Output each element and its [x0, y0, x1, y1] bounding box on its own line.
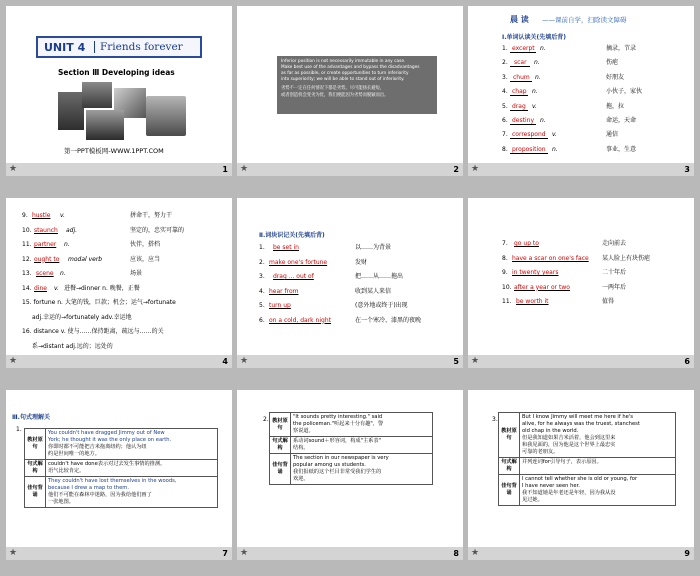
row-content [520, 413, 676, 458]
en-line: popular among us students. [293, 462, 366, 468]
en-line: alive, for he always was the truest, stanchest [522, 421, 640, 427]
slide-number: 1 [222, 165, 228, 174]
row-number: 7. [502, 240, 508, 247]
cn-line: 可靠的老朋友。 [522, 449, 559, 455]
row-header: 佳句背诵 [270, 454, 291, 485]
meaning: 把……从……拖出 [355, 273, 404, 280]
slide-footer-bar [237, 547, 463, 560]
answer-word: excerpt [512, 45, 535, 52]
part-of-speech: modal verb [68, 255, 103, 263]
slide-number: 3 [684, 165, 690, 174]
answer-word: partner [34, 241, 57, 248]
cn-line: 和我见面的，因为他是这个世界上最忠实 [522, 442, 616, 448]
row-header: 教材原句 [499, 413, 520, 458]
section-heading: Ⅰ.单词认读关(先填后背) [502, 34, 566, 41]
answer-word: scar [514, 59, 527, 67]
answer-word: hustle [32, 212, 51, 219]
table-row [25, 429, 218, 460]
slide-thumbnail-5[interactable] [237, 198, 463, 368]
star-icon[interactable]: ★ [9, 164, 18, 174]
row-content [291, 437, 433, 454]
slide-number: 4 [222, 357, 228, 366]
sentence-table [269, 412, 433, 485]
row-header: 句式解构 [270, 437, 291, 454]
part-of-speech: n. [64, 241, 70, 248]
answer-word: chum [513, 73, 530, 81]
slide-footer-bar [6, 163, 232, 176]
answer-phrase: drag ... out of [273, 273, 314, 280]
photo-4 [146, 96, 186, 136]
table-row [499, 413, 676, 458]
meaning: 事业，生意 [606, 145, 637, 153]
row-header: 佳句背诵 [25, 477, 46, 508]
sentence-table [498, 412, 676, 506]
slide-thumbnail-8[interactable] [237, 390, 463, 560]
row-content [291, 413, 433, 437]
quote-en-3: as far as possible, or create opportunities to turn inferiority [281, 71, 409, 76]
row-number: 6. [502, 116, 508, 124]
item-index: 3. [492, 416, 498, 423]
answer-word: drag [512, 102, 526, 110]
row-header: 教材原句 [270, 413, 291, 437]
slide-number: 7 [222, 549, 228, 558]
answer-word: chap [512, 88, 527, 96]
row-number: 5. [502, 102, 508, 110]
slide-thumbnail-7[interactable] [6, 390, 232, 560]
row-number: 2. [502, 59, 508, 67]
word-family-text: adj.幸运的→fortunately adv.幸运地 [32, 313, 132, 321]
slide-footer-bar [468, 355, 694, 368]
section-heading: Ⅲ.句式理解关 [12, 414, 50, 421]
answer-word: ought to [34, 255, 60, 263]
slide-thumbnail-4[interactable] [6, 198, 232, 368]
slide-thumbnail-1[interactable] [6, 6, 232, 176]
section-label: Section Ⅲ Developing ideas [58, 68, 175, 77]
meaning: 走向前去 [602, 240, 627, 247]
row-number: 11. [22, 241, 32, 248]
slide-number: 6 [684, 357, 690, 366]
row-number: 2. [259, 258, 265, 266]
slide-number: 8 [453, 549, 459, 558]
en-line: The section in our newspaper is very [293, 455, 389, 461]
cn-line: 但是我知道如果吉米活着，他会到这里来 [522, 435, 616, 441]
cn-line: 欢迎。 [293, 476, 309, 482]
quote-en-2: Make best use of the advantages and bypass the disadvantages [281, 65, 420, 70]
meaning: 场景 [130, 270, 143, 277]
word-family-text: 系→distant adj.远的；远处的 [32, 342, 113, 350]
cn-line: 察说道。 [293, 428, 314, 434]
en-line: "It sounds pretty interesting." said [293, 414, 383, 420]
answer-phrase: turn up [269, 302, 291, 309]
row-number: 8. [502, 145, 508, 153]
row-number: 3. [259, 273, 265, 280]
word-family-text: 16. distance v. 使与……保持距离，疏远与……的关 [22, 328, 164, 335]
meaning: 命运，天命 [606, 116, 637, 124]
cn-line: 我们报纸的这个栏目非常受我们学生的 [293, 469, 382, 475]
star-icon[interactable]: ★ [240, 356, 249, 366]
answer-word: proposition [512, 145, 546, 153]
quote-cn-1: 劣势不一定在任何情况下都是劣势。尽可能扬长避短， [281, 86, 385, 91]
meaning: (意外地或终于)出现 [355, 302, 408, 309]
en-line: You couldn't have dragged Jimmy out of New [48, 430, 165, 436]
cn-line: 并列连词for引导句子，表示原因。 [522, 459, 602, 465]
quote-en-4: into superiority; we will be able to stand out of inferiority. [281, 77, 405, 82]
slide-thumbnail-2[interactable] [237, 6, 463, 176]
row-content [291, 454, 433, 485]
photo-2 [82, 82, 112, 108]
table-row [499, 458, 676, 475]
part-of-speech: n. [540, 116, 546, 124]
morning-read-title: 晨 读 [510, 15, 529, 24]
row-number: 9. [502, 269, 508, 276]
answer-word: dine [34, 284, 47, 292]
en-line: York; he thought it was the only place on earth. [48, 437, 172, 443]
morning-read-subtitle: ——课前自学，扫除读文障碍 [542, 16, 627, 24]
part-of-speech: adj. [66, 226, 78, 234]
answer-phrase: go up to [514, 240, 539, 247]
meaning: 拖，拉 [606, 102, 625, 110]
answer-phrase: be worth it [516, 298, 549, 305]
meaning: 值得 [602, 298, 615, 305]
meaning: 摘录，节录 [606, 45, 637, 52]
slide-number: 5 [453, 357, 459, 366]
unit-label: UNIT 4 [44, 41, 86, 54]
cn-line: 你即时都不可能把吉米拖离纽约；他认为纽 [48, 444, 147, 450]
star-icon[interactable]: ★ [9, 356, 18, 366]
part-of-speech: n. [534, 59, 540, 67]
answer-word: scene [36, 270, 54, 277]
meaning: 拼命干，努力干 [130, 212, 173, 219]
unit-name: Friends forever [100, 41, 183, 53]
sentence-table [24, 428, 218, 508]
part-of-speech: n. [552, 145, 558, 153]
slide-number: 2 [453, 165, 459, 174]
cn-line: 结构。 [293, 445, 309, 451]
part-of-speech: v. [552, 131, 557, 139]
table-row [25, 477, 218, 508]
slide-thumbnail-6[interactable] [468, 198, 694, 368]
row-number: 7. [502, 131, 508, 139]
answer-word: correspond [512, 131, 546, 139]
meaning: 某人脸上有块伤疤 [602, 254, 651, 262]
table-row [270, 437, 433, 454]
row-number: 5. [259, 302, 265, 309]
quote-cn-2: 或者创造机会变劣为优，我们便能因为劣势而脱颖而出。 [281, 93, 389, 98]
section-heading: Ⅱ.词块识记关(先填后背) [259, 232, 325, 239]
row-header: 句式解构 [25, 460, 46, 477]
part-of-speech: v. [60, 212, 65, 219]
row-number: 1. [502, 45, 508, 52]
row-header: 句式解构 [499, 458, 520, 475]
en-line: the policeman."听起来十分有趣"，警 [293, 421, 384, 427]
cn-line: 他们不可能在森林中迷路，因为我给他们画了 [48, 492, 152, 498]
part-of-speech: n. [540, 45, 546, 52]
row-content [46, 429, 218, 460]
row-content [46, 460, 218, 477]
quote-en-1: Inferior position is not necessarily immutable in any case. [281, 59, 406, 64]
answer-word: staunch [34, 226, 58, 234]
row-number: 13. [22, 270, 32, 277]
row-number: 4. [502, 88, 508, 96]
row-content [520, 458, 676, 475]
meaning: 发财 [355, 258, 368, 266]
cn-line: couldn't have done表示对过去发生事情的推测。 [48, 461, 166, 467]
meaning: 伤疤 [606, 59, 619, 67]
slide-thumbnail-9[interactable] [468, 390, 694, 560]
slide-footer-bar [468, 163, 694, 176]
answer-phrase: after a year or two [514, 283, 570, 291]
meaning: 坚定的，忠实可靠的 [130, 226, 185, 234]
answer-phrase: on a cold, dark night [269, 316, 331, 324]
star-icon[interactable]: ★ [9, 548, 18, 558]
part-of-speech: n. [532, 88, 538, 96]
slide-footer-bar [468, 547, 694, 560]
cn-line: 一张地图。 [48, 499, 74, 505]
table-row [270, 454, 433, 485]
en-line: because I drew a map to them. [48, 485, 129, 491]
table-row [499, 475, 676, 506]
row-number: 6. [259, 316, 265, 324]
quote-box [277, 56, 437, 114]
row-number: 8. [502, 254, 508, 262]
cn-line: 系动词sound＋形容词，构成"主系表" [293, 438, 381, 444]
row-number: 12. [22, 255, 32, 263]
slide-number: 9 [684, 549, 690, 558]
en-line: I cannot tell whether she is old or young, for [522, 476, 638, 482]
cn-line: 约是世间唯一的地方。 [48, 451, 100, 457]
answer-phrase: in twenty years [512, 269, 559, 276]
row-number: 4. [259, 287, 265, 295]
table-row [270, 413, 433, 437]
meaning: 在一个寒冷、漆黑的夜晚 [355, 316, 422, 324]
meaning: 小伙子，家伙 [606, 88, 643, 96]
unit-title-box [36, 36, 202, 58]
part-of-speech: n. [535, 73, 541, 81]
part-of-speech: v. [532, 102, 537, 110]
unit-divider [94, 41, 95, 53]
row-content [46, 477, 218, 508]
meaning: 通信 [606, 131, 619, 139]
meaning: 收到某人来信 [355, 287, 392, 295]
en-line: But I know Jimmy will meet me here if he's [522, 414, 633, 420]
star-icon[interactable]: ★ [471, 356, 480, 366]
row-number: 10. [502, 283, 512, 291]
meaning: 伙伴，搭档 [130, 241, 161, 248]
answer-phrase: be set in [273, 244, 299, 251]
table-row [25, 460, 218, 477]
meaning: 进餐→dinner n. 晚餐，正餐 [64, 284, 140, 292]
row-number: 1. [259, 244, 265, 251]
meaning: 应该，应当 [130, 255, 161, 263]
row-header: 佳句背诵 [499, 475, 520, 506]
star-icon[interactable]: ★ [240, 164, 249, 174]
photo-5 [86, 110, 124, 140]
row-header: 教材原句 [25, 429, 46, 460]
meaning: 好朋友 [606, 73, 625, 81]
en-line: old chap in the world. [522, 428, 579, 434]
part-of-speech: n. [60, 270, 66, 277]
en-line: I have never seen her. [522, 483, 580, 489]
row-number: 14. [22, 284, 32, 292]
meaning: 二十年后 [602, 269, 627, 276]
answer-phrase: hear from [269, 287, 299, 295]
photo-collage [58, 82, 188, 142]
meaning: 以……为背景 [355, 244, 392, 251]
slide-footer-bar [237, 163, 463, 176]
row-number: 11. [502, 298, 512, 305]
row-number: 9. [22, 212, 28, 219]
meaning: 一两年后 [602, 283, 627, 291]
word-family-text: 15. fortune n. 大笔的钱，巨款；机会；运气→fortunate [22, 299, 176, 306]
row-number: 10. [22, 226, 32, 234]
cn-line: 见过她。 [522, 497, 543, 503]
photo-1 [58, 92, 84, 130]
star-icon[interactable]: ★ [240, 548, 249, 558]
slide-footer-bar [237, 355, 463, 368]
row-number: 3. [502, 73, 508, 81]
slide-thumbnail-3[interactable] [468, 6, 694, 176]
answer-phrase: have a scar on one's face [512, 254, 589, 262]
slide-footer-bar [6, 355, 232, 368]
cn-line: 语气比较肯定。 [48, 468, 85, 474]
footer-site: 第一PPT模板网-WWW.1PPT.COM [64, 147, 164, 155]
star-icon[interactable]: ★ [471, 548, 480, 558]
part-of-speech: v. [54, 284, 59, 292]
answer-phrase: make one's fortune [269, 258, 328, 266]
quote-en [281, 59, 419, 99]
answer-word: destiny [512, 116, 534, 124]
row-content [520, 475, 676, 506]
item-index: 2. [263, 416, 269, 423]
item-index: 1. [16, 426, 22, 433]
en-line: They couldn't have lost themselves in the woods, [48, 478, 177, 484]
slide-footer-bar [6, 547, 232, 560]
cn-line: 我不知道她是年老还是年轻，因为我从没 [522, 490, 616, 496]
star-icon[interactable]: ★ [471, 164, 480, 174]
